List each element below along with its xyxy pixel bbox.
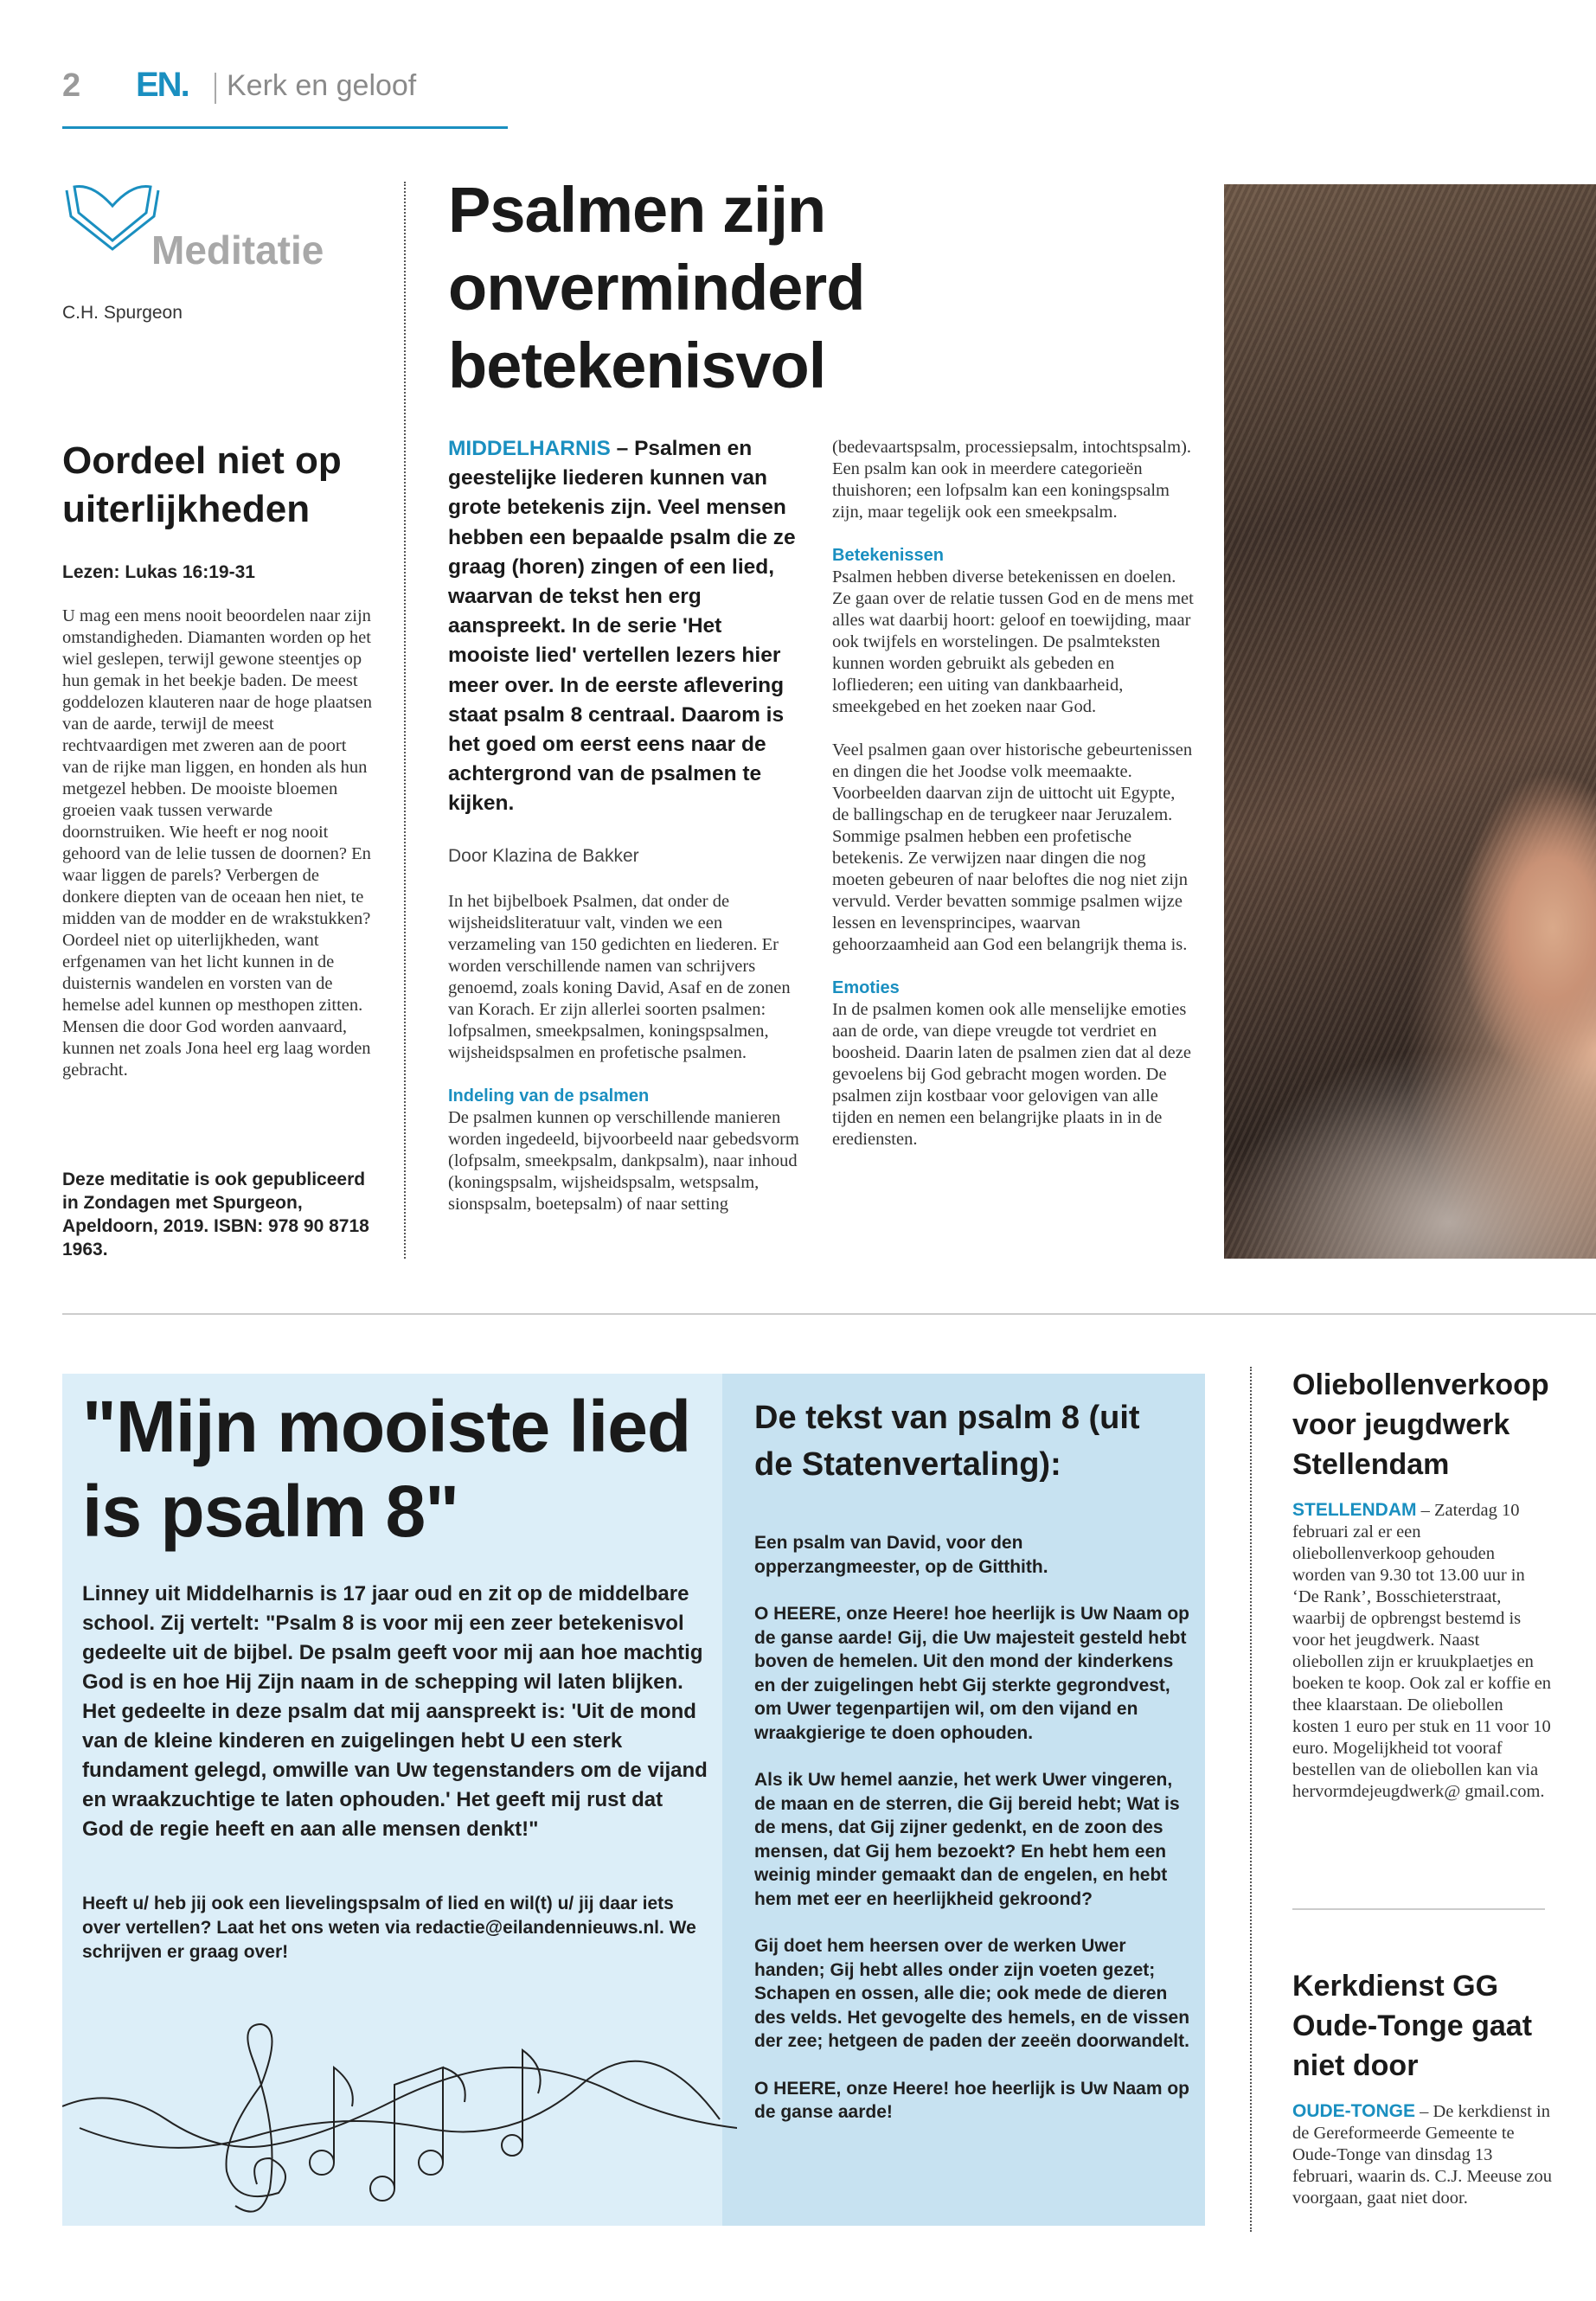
- column-divider: [1250, 1367, 1252, 2232]
- psalm-paragraph: O HEERE, onze Heere! hoe heerlijk is Uw Naam op de ganse aarde!: [754, 2078, 1189, 2122]
- lede-text: – Psalmen en geestelijke liederen kunnen van grote betekenis zijn. Veel mensen hebben een bepaalde psalm die ze graag (horen) zingen of een lied, waarvan de tekst hen erg aanspreekt. In de serie 'Het mooiste lied' vertellen lezers hier meer over. In de eerste aflevering staat psalm 8 centraal. Daarom is het goed om eerst eens naar de achtergrond van de psalmen te kijken.: [448, 437, 796, 816]
- dateline: OUDE-TONGE: [1292, 2101, 1415, 2121]
- news-text: – Zaterdag 10 februari zal er een oliebollenverkoop gehouden worden van 9.30 tot 13.00 uur in ‘De Rank’, Bosschieterstraat, waarbij de opbrengst bestemd is voor het jeugdwerk. Naast oliebollen zijn er kruukplaetjes en boeken te koop. Ook zal er koffie en thee klaarstaan. De oliebollen kosten 1 euro per stuk en 11 voor 10 euro. Mogelijkheid tot vooraf bestellen van de oliebollen kan via hervormdejeugdwerk@ gmail.com.: [1292, 1501, 1552, 1801]
- meditation-reading: Lezen: Lukas 16:19-31: [62, 562, 255, 582]
- news-body: [1292, 2100, 1552, 2209]
- paragraph: Psalmen hebben diverse betekenissen en doelen. Ze gaan over de relatie tussen God en de mens met alles wat daarbij hoort: geloof en toewijding, maar ook twijfels en worstelingen. De psalmteksten kunnen worden gebruikt als gebeden en lofliederen; een uiting van dankbaarheid, smeekgebed en het zoeken naar God.: [832, 567, 1194, 716]
- subheading: Betekenissen: [832, 546, 944, 565]
- article-column-2: [832, 437, 1194, 1172]
- psalm-paragraph: Een psalm van David, voor den opperzangmeester, op de Gitthith.: [754, 1533, 1048, 1577]
- article-title: Psalmen zijn onverminderd betekenisvol: [448, 174, 865, 401]
- paragraph: De psalmen kunnen op verschillende manieren worden ingedeeld, bijvoorbeeld naar gebedsvorm (lofpsalm, smeekpsalm, dankpsalm), naar inhoud (koningspsalm, wijsheidspsalm, wetspsalm, sionspsalm, boetepsalm) of naar setting: [448, 1108, 799, 1214]
- meditation-title: Oordeel niet op uiterlijkheden: [62, 439, 342, 530]
- dateline: STELLENDAM: [1292, 1500, 1417, 1520]
- article-photo: [1224, 184, 1596, 1259]
- news-text: – De kerkdienst in de Gereformeerde Gemeente te Oude-Tonge van dinsdag 13 februari, waarin ds. C.J. Meeuse zou voorgaan, gaat niet door.: [1292, 2102, 1553, 2208]
- news-title: Kerkdienst GG Oude-Tonge gaat niet door: [1292, 1970, 1533, 2082]
- paragraph: (bedevaartspsalm, processiepsalm, intochtspsalm). Een psalm kan ook in meerdere categorieën thuishoren; een lofpsalm kan een koningspsalm zijn, maar tegelijk ook een smeekpsalm.: [832, 438, 1192, 522]
- section-rule: [62, 1313, 1596, 1315]
- open-book-heart-icon: [62, 182, 162, 251]
- psalm-paragraph: O HEERE, onze Heere! hoe heerlijk is Uw Naam op de ganse aarde! Gij, die Uw majesteit gesteld hebt boven de hemelen. Uit den mond der kinderkens en der zuigelingen hebt Gij sterkte gegrondvest, om Uwer tegenpartijen wil, om den vijand en wraakgierige te doen ophouden.: [754, 1604, 1189, 1743]
- feature-call-to-action: Heeft u/ heb jij ook een lievelingspsalm of lied en wil(t) u/ jij daar iets over vertellen? Laat het ons weten via redactie@eilandennieuws.nl. We schrijven er graag over!: [82, 1894, 696, 1962]
- news-divider: [1292, 1908, 1545, 1910]
- paragraph: In de psalmen komen ook alle menselijke emoties aan de orde, van diepe vreugde tot verdriet en boosheid. Daarin laten de psalmen zien dat al deze gevoelens bij God gebracht mogen worden. De psalmen zijn kostbaar voor gelovigen van alle tijden en nemen een belangrijke plaats in in de erediensten.: [832, 1000, 1191, 1149]
- psalm-text: [754, 1531, 1191, 2148]
- meditation-note: Deze meditatie is ook gepubliceerd in Zondagen met Spurgeon, Apeldoorn, 2019. ISBN: 978 90 8718 1963.: [62, 1170, 369, 1259]
- psalm-title: De tekst van psalm 8 (uit de Statenvertaling):: [754, 1400, 1140, 1483]
- feature-title: "Mijn mooiste lied is psalm 8": [82, 1386, 691, 1552]
- subheading: Indeling van de psalmen: [448, 1086, 650, 1106]
- subheading: Emoties: [832, 978, 900, 997]
- dateline: MIDDELHARNIS: [448, 437, 611, 460]
- meditation-label: Meditatie: [151, 228, 324, 272]
- column-divider: [404, 182, 406, 1259]
- psalm-paragraph: Gij doet hem heersen over de werken Uwer handen; Gij hebt alles onder zijn voeten gezet; Schapen en ossen, alle die; ook mede de dieren des velds. Het gevogelte des hemels, en de vissen der zee; hetgeen de paden der zeeën doorwandelt.: [754, 1936, 1190, 2051]
- news-title: Oliebollenverkoop voor jeugdwerk Stellendam: [1292, 1368, 1549, 1481]
- byline: Door Klazina de Bakker: [448, 846, 639, 866]
- article-lede: [448, 434, 807, 819]
- meditation-body: U mag een mens nooit beoordelen naar zijn omstandigheden. Diamanten worden op het wiel geslepen, terwijl gewone steentjes op hun gemak in het beekje baden. De meest goddelozen klauteren naar de hoge plaatsen van de aarde, terwijl de meest rechtvaardigen met zweren aan de poort van de rijke man liggen, en honden als hun metgezel hebben. De mooiste bloemen groeien vaak tussen verwarde doornstruiken. Wie heeft er nog nooit gehoord van de lelie tussen de doornen? En waar liggen de parels? Verbergen de donkere diepten van de oceaan hen niet, te midden van de modder en de wrakstukken? Oordeel niet op uiterlijkheden, want erfgenamen van het licht kunnen in de duisternis wandelen en vorsten van de hemelse adel kunnen op mesthopen zitten. Mensen die door God worden aanvaard, kunnen net zoals Jona heel erg laag worden gebracht.: [62, 606, 373, 1080]
- feature-body: Linney uit Middelharnis is 17 jaar oud en zit op de middelbare school. Zij vertelt: "Psalm 8 is voor mij een zeer betekenisvol gedeelte uit de bijbel. De psalm geeft voor mij aan hoe machtig God is en hoe Hij Zijn naam in de schepping wil laten blijken. Het gedeelte in deze psalm dat mij aanspreekt is: 'Uit de mond van de kleine kinderen en zuigelingen hebt U een sterk fundament gelegd, omwille van Uw tegenstanders om de vijand en wraakzuchtige te laten ophouden.' Het geeft mij rust dat God de regie heeft en aan alle mensen denkt!": [82, 1582, 708, 1841]
- newspaper-logo: EN.: [136, 66, 189, 104]
- music-notes-illustration: [62, 1990, 737, 2232]
- paragraph: In het bijbelboek Psalmen, dat onder de wijsheidsliteratuur valt, vinden we een verzameling van 150 gedichten en liederen. Er worden verschillende namen van schrijvers genoemd, zoals koning David, Asaf en de zonen van Korach. Er zijn allerlei soorten psalmen: lofpsalmen, smeekpsalmen, koningspsalmen, wijsheidspsalmen en profetische psalmen.: [448, 892, 791, 1062]
- article-column-1: [448, 891, 810, 1237]
- news-body: [1292, 1499, 1552, 1803]
- page-number: 2: [62, 67, 81, 104]
- section-title: Kerk en geloof: [227, 69, 417, 102]
- header-rule: [62, 126, 508, 129]
- meditation-author: C.H. Spurgeon: [62, 303, 183, 323]
- paragraph: Veel psalmen gaan over historische gebeurtenissen en dingen die het Joodse volk meemaakte. Voorbeelden daarvan zijn de uittocht uit Egypte, de ballingschap en de terugkeer naar Jeruzalem. Sommige psalmen hebben een profetische betekenis. Ze verwijzen naar dingen die nog moeten gebeuren of naar beloftes die nog niet zijn vervuld. Verder bevatten sommige psalmen wijze lessen en levensprincipes, waarvan gehoorzaamheid aan God een belangrijk thema is.: [832, 740, 1193, 954]
- logo-separator: [215, 73, 216, 104]
- psalm-paragraph: Als ik Uw hemel aanzie, het werk Uwer vingeren, de maan en de sterren, die Gij bereid hebt; Wat is de mens, dat Gij zijner gedenkt, en de zoon des mensen, dat Gij hem bezoekt? En hebt hem een weinig minder gemaakt dan de engelen, en hebt hem met eer en heerlijkheid gekroond?: [754, 1770, 1180, 1909]
